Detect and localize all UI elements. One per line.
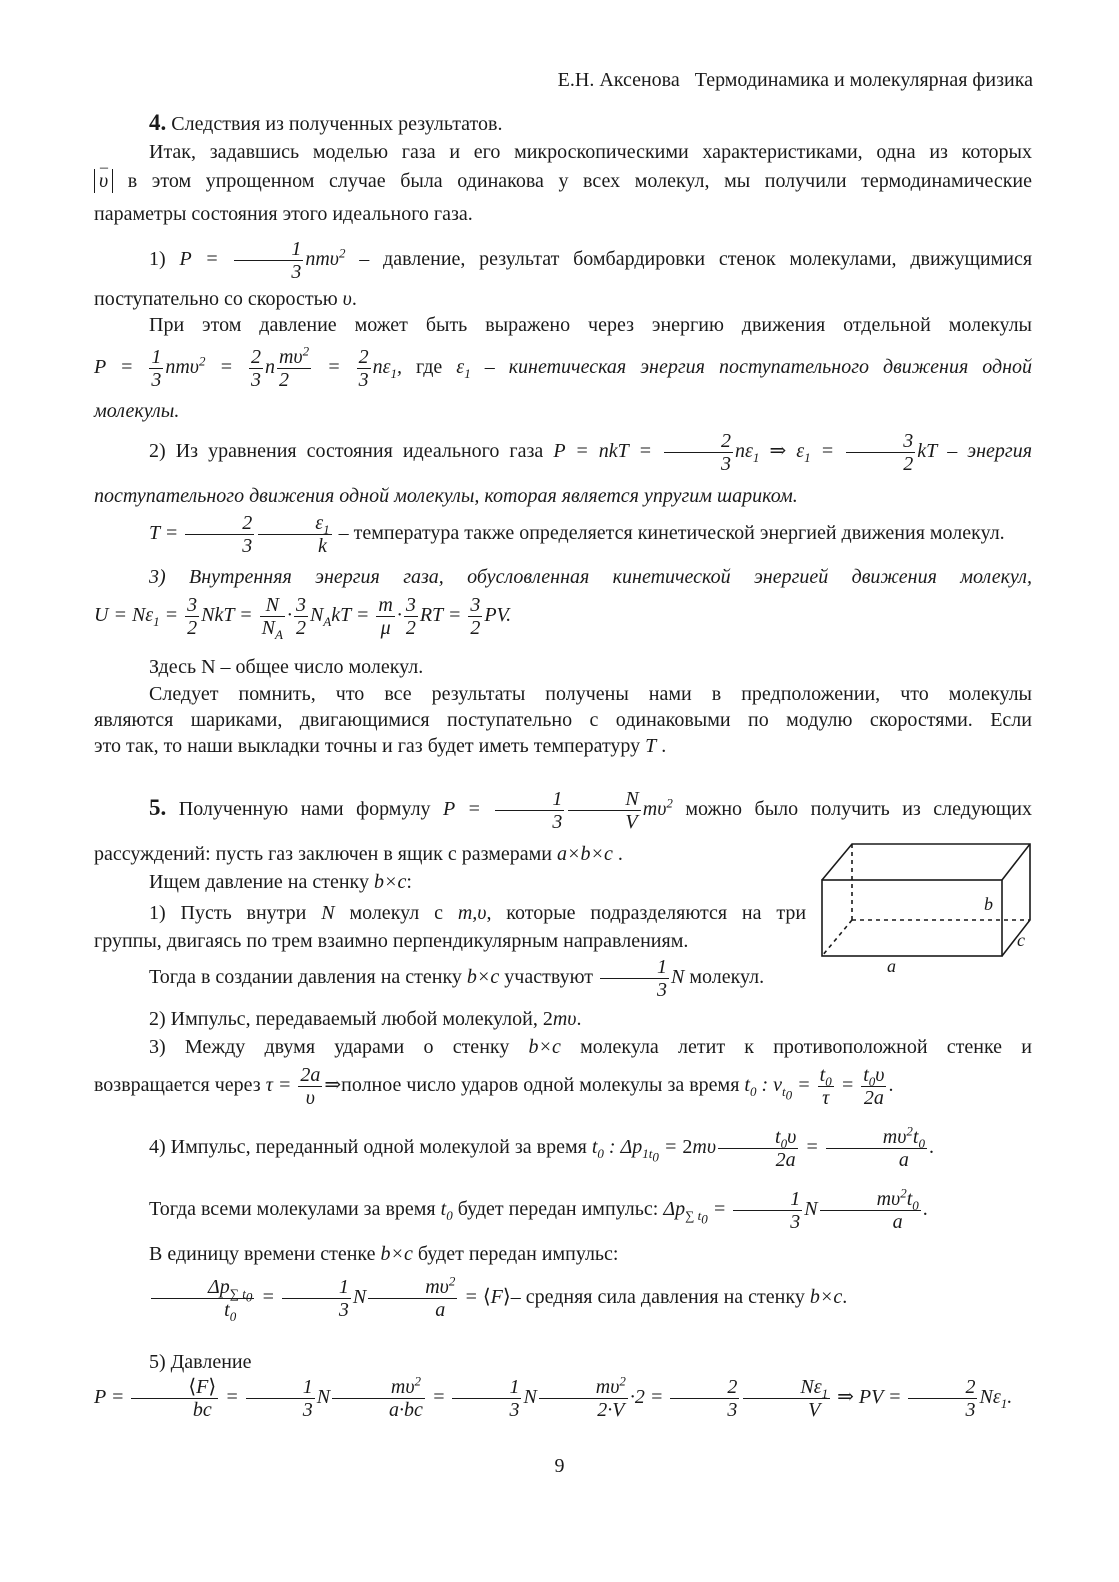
section-5-heading: 5. Полученную нами формулу P = $\frac{1}{3}$ $\frac{N}{V}$ $m\upsilon^2$ можно было получить из следующих — [149, 788, 1032, 833]
box-front-face — [822, 880, 1002, 956]
remember-1: Следует помнить, что все результаты получены нами в предположении, что молекулы — [149, 683, 1032, 705]
part-3: 3) Между двумя ударами о стенку b×c молекула летит к противоположной стенке и — [149, 1036, 1032, 1058]
box-text-column — [94, 840, 806, 955]
part-3-cont: возвращается через τ = $\frac{2a}{\upsilon}$ ⇒полное число ударов одной молекулы за время $t_0$ : $\nu_{t_0}$ = $\frac{t_0}{\tau}$ = $\frac{t_0\upsilon}{2a}$ . — [94, 1064, 894, 1109]
section-4-intro-1: Итак, задавшись моделью газа и его микроскопическими характеристиками, одна из которых — [149, 141, 1032, 163]
box-label-a: a — [887, 956, 896, 976]
part-5: 5) Давление P = $\frac{⟨F⟩}{bc}$ = $\frac{1}{3}$ N $\frac{m\upsilon^2}{a\cdot bc}$ = $\frac{1}{3}$ N $\frac{m\upsilon^2}{2\cdot V}$ ·2 = $\frac{2}{3}$ $\frac{N\varepsilon_1}{V}$ ⇒ PV = $\frac{2}{3}$ $N\varepsilon_1$. — [94, 1351, 1013, 1421]
temperature-formula: T = $\frac{2}{3}$ $\frac{\varepsilon_1}{k}$ – температура также определяется кинетической энергией движения молекул. — [149, 512, 1005, 557]
then-2: Тогда всеми молекулами за время $t_0$ будет передан импульс: $\Delta p_{\sum t_0}$ = $\frac{1}{3}$ N $\frac{m\upsilon^2t_0}{a}$ . — [149, 1185, 928, 1233]
remember-2: являются шариками, двигающимися поступательно с одинаковыми по модулю скоростями. Если — [94, 709, 1032, 731]
box-diagram — [806, 836, 1042, 978]
item-1-cont: поступательно со скоростью υ. — [94, 288, 357, 310]
page-number: 9 — [554, 1455, 565, 1477]
section-4-intro-3: параметры состояния этого идеального газа. — [94, 203, 473, 225]
energy-formula: P = $\frac{1}{3}$ nmυ$^2$ = $\frac{2}{3}$ n $\frac{m\upsilon^2}{2}$ = $\frac{2}{3}$ $n\varepsilon_1$, где $\varepsilon_1$ – кинетическая энергия поступательного движения одной — [94, 343, 1033, 391]
part-2: 2) Импульс, передаваемый любой молекулой, 2mυ. — [149, 1008, 582, 1030]
box-label-b: b — [984, 894, 993, 914]
part-1-cont: группы, двигаясь по трем взаимно перпендикулярным направлениям. — [94, 930, 689, 952]
box-hidden-diagonal — [822, 920, 852, 956]
box-top-right-edge — [1002, 844, 1030, 880]
reason-line: рассуждений: пусть газ заключен в ящик с размерами a×b×c . — [94, 843, 623, 865]
part-1-line: 1) Пусть внутри N молекул с m,υ, которые подразделяются на три — [149, 902, 807, 924]
part-4: 4) Импульс, переданный одной молекулой за время $t_0$ : $\Delta p_{1t_0} = 2m\upsilon$ $\frac{t_0\upsilon}{2a}$ = $\frac{m\upsilon^2t_0}{a}$ . — [149, 1123, 934, 1171]
here-note: Здесь N – общее число молекул. — [149, 656, 424, 678]
running-header — [558, 66, 1033, 94]
average-force: $\frac{\Delta p_{\sum t_0}}{t_0}$ = $\frac{1}{3}$ N $\frac{m\upsilon^2}{a}$ = ⟨F⟩– средняя сила давления на стенку b×c. — [94, 1276, 1032, 1321]
section-4-intro-2: – υ в этом упрощенном случае была одинакова у всех молекул, мы получили термодинамические — [94, 167, 1032, 195]
seek-line: Ищем давление на стенку b×c: — [149, 871, 412, 893]
item-1-pressure: 1) P = $\frac{1}{3}$ nmυ$^2$ – давление, результат бомбардировки стенок молекулами, движущимися — [149, 238, 1033, 283]
item-2-cont: поступательного движения одной молекулы, которая является упругим шариком. — [94, 485, 798, 507]
header-author: Е.Н. Аксенова — [557, 69, 680, 91]
header-course: Термодинамика и молекулярная физика — [694, 69, 1033, 91]
box-back-edges — [822, 844, 1030, 956]
energy-line: При этом давление может быть выражено через энергию движения отдельной молекулы — [149, 314, 1032, 336]
unit-time: В единицу времени стенке b×c будет передан импульс: — [149, 1243, 619, 1265]
item-2: 2) Из уравнения состояния идеального газа P = nkT = $\frac{2}{3}$ $n\varepsilon_1$ ⇒ $\varepsilon_1$ = $\frac{3}{2}$ kT – энергия — [149, 430, 1033, 475]
remember-3: это так, то наши выкладки точны и газ будет иметь температуру T . — [94, 735, 667, 757]
box-label-c: c — [1017, 930, 1025, 950]
section-4-heading: 4. Следствия из полученных результатов. — [149, 110, 503, 135]
then-1: Тогда в создании давления на стенку b×c участвуют $\frac{1}{3}$ N молекул. — [149, 956, 765, 1001]
internal-energy-formula: $U = N\varepsilon_1$ = $\frac{3}{2}$ NkT = $\frac{N}{N_A}$ · $\frac{3}{2}$ $N_AkT$ = $\frac{m}{\mu}$ · $\frac{3}{2}$ RT = $\frac{3}{2}$ PV. — [94, 594, 512, 642]
energy-cont: молекулы. — [94, 400, 180, 422]
item-3: 3) Внутренняя энергия газа, обусловленная кинетической энергией движения молекул, — [149, 566, 1032, 588]
